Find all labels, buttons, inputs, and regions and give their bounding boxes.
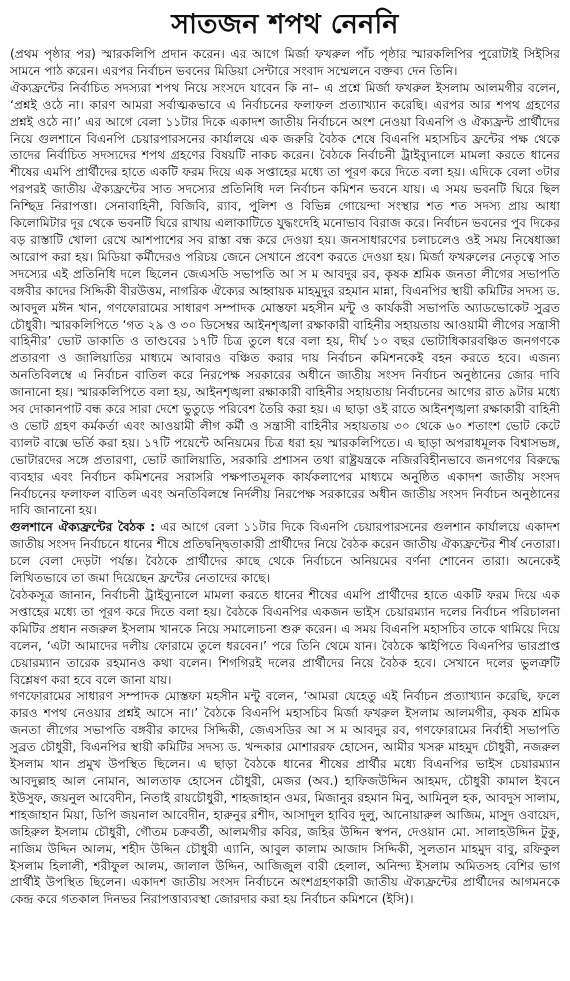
article-paragraph-1 — [10, 46, 560, 80]
section-subhead: গুলশানে ঐক্যফ্রন্টের বৈঠক : — [10, 520, 156, 535]
paragraph-text: স্মারকলিপি প্রদান করেন। এর আগে মির্জা ফখরুল পাঁচ পৃষ্ঠার স্মারকলিপির পুরোটাই সিইসির সামনে পাঠ করেন। এরপর নির্বাচন ভবনের মিডিয়া সেন্টারে সংবাদ সম্মেলনে বক্তব্য দেন তিনি। — [10, 47, 560, 78]
paragraph-text: এর আগে বেলা ১১টার দিকে বিএনপি চেয়ারপারসনের গুলশান কার্যালয়ে একাদশ জাতীয় সংসদ নির্বাচনে ধানের শীষে প্রতিদ্বন্দ্বিতাকারী প্রার্থীদের নিয়ে বৈঠক করেন জাতীয় ঐক্যফ্রন্টের শীর্ষ নেতারা। চলে বেলা দেড়টা পর্যন্ত। বৈঠকে প্রার্থীদের কাছে থেকে নির্বাচনে অনিয়মের বর্ণনা শোনেন তারা। অনেকেই লিখিতভাবে তা জমা দিয়েছেন ফ্রন্টের নেতাদের কাছে। — [10, 520, 560, 586]
article-paragraph-3 — [10, 519, 560, 587]
article-paragraph-5: গণফোরামের সাধারণ সম্পাদক মোস্তফা মহসীন মন্টু বলেন, ‘আমরা যেহেতু এই নির্বাচন প্রত্যাখ্যান করেছি, ফলে কারও শপথ নেওয়ার প্রশ্নই আসে না।’ বৈঠকে বিএনপি মহাসচিব মির্জা ফখরুল ইসলাম আলমগীর, কৃষক শ্রমিক জনতা লীগের সভাপতি বঙ্গবীর কাদের সিদ্দিকী, জেএসডির আ স ম আবদুর রব, গণফোরামের নির্বাহী সভাপতি সুব্রত চৌধুরী, বিএনপির স্থায়ী কমিটির সদস্য ড. খন্দকার মোশাররফ হোসেন, আমীর খসরু মাহমুদ চৌধুরী, নজরুল ইসলাম খান প্রমুখ উপস্থিত ছিলেন। এ ছাড়া বৈঠকে ধানের শীষের প্রার্থীর মধ্যে বিএনপির ভাইস চেয়ারম্যান আবদুল্লাহ আল নোমান, আলতাফ হোসেন চৌধুরী, মেজর (অব.) হাফিজউদ্দিন আহমদ, চৌধুরী কামাল ইবনে ইউসুফ, জয়নুল আবেদীন, নিতাই রায়চৌধুরী, শাহজাহান ওমর, মিজানুর রহমান মিনু, আমিনুল হক, আবদুস সালাম, শাহজাহান মিয়া, ডিপি জয়নাল আবেদীন, হারুনুর রশীদ, আসাদুল হাবিব দুলু, আনোয়ারুল আজিম, মাসুদ ওবায়েদ, জহিরুল ইসলাম চৌধুরী, গৌতম চক্রবর্তী, আলমগীর কবির, জহির উদ্দিন স্বপন, দেওয়ান মো. সালাহউদ্দিন টুকু, নাজিম উদ্দিন আলম, শহীদ উদ্দিন চৌধুরী এ্যানি, আবুল কালাম আজাদ সিদ্দিকী, সুলতান মাহমুদ বাবু, রফিকুল ইসলাম হিলালী, শরীফুল আলম, জালাল উদ্দিন, আজিজুল বারী হেলাল, অনিন্দ্য ইসলাম অমিতসহ বেশির ভাগ প্রার্থীই উপস্থিত ছিলেন। একাদশ জাতীয় সংসদ নির্বাচনে অংশগ্রহণকারী জাতীয় ঐক্যফ্রন্টের প্রার্থীদের আগমনকে কেন্দ্র করে গতকাল দিনভর নিরাপত্তাব্যবস্থা জোরদার করা হয় নির্বাচন কমিশনে (ইসি)। — [10, 689, 560, 907]
article-paragraph-2: ঐক্যফ্রন্টের নির্বাচিত সদস্যরা শপথ নিয়ে সংসদে যাবেন কি না– এ প্রশ্নে মির্জা ফখরুল ইসলাম আলমগীর বলেন, ‘প্রশ্নই ওঠে না। কারণ আমরা সর্বাত্মকভাবে এ নির্বাচনের ফলাফল প্রত্যাখ্যান করেছি। এরপর আর শপথ গ্রহণের প্রশ্নই ওঠে না।’ এর আগে বেলা ১১টার দিকে একাদশ জাতীয় নির্বাচনে অংশ নেওয়া বিএনপি ও ঐক্যফ্রন্ট প্রার্থীদের নিয়ে গুলশানে বিএনপি চেয়ারপারসনের কার্যালয়ে এক জরুরি বৈঠক শেষে বিএনপি মহাসচিব ফ্রন্টের পক্ষ থেকে তাদের নির্বাচিত সদস্যদের শপথ গ্রহণের বিষয়টি নাকচ করেন। বৈঠকে নির্বাচনী ট্রাইব্যুনালে মামলা করতে ধানের শীষের এমপি প্রার্থীদের হাতে একটি ফরম দিয়ে এক সপ্তাহের মধ্যে তা পূরণ করে দিতে বলা হয়। এদিকে বেলা ৩টার পরপরই জাতীয় ঐক্যফ্রন্টের সাত সদস্যের প্রতিনিধি দল নির্বাচন কমিশন ভবনে যায়। এ সময় ভবনটি ঘিরে ছিল নিশ্ছিদ্র নিরাপত্তা। সেনাবাহিনী, বিজিবি, র‌্যাব, পুলিশ ও বিভিন্ন গোয়েন্দা সংস্থার শত শত সদস্য প্রায় আধা কিলোমিটার দূর থেকে ভবনটি ঘিরে রাখায় এলাকাটিতে যুদ্ধংদেহি মনোভাব বিরাজ করে। নির্বাচন ভবনের পুব দিকের বড় রাস্তাটি খোলা রেখে আশপাশের সব রাস্তা বন্ধ করে দেওয়া হয়। জনসাধারণের চলাচলেও ওই সময় নিষেধাজ্ঞা আরোপ করা হয়। মিডিয়া কর্মীদেরও পরিচয় জেনে সেখানে প্রবেশ করতে দেওয়া হয়। মির্জা ফখরুলের নেতৃত্বে সাত সদস্যের এই প্রতিনিধি দলে ছিলেন জেএসডি সভাপতি আ স ম আবদুর রব, কৃষক শ্রমিক জনতা লীগের সভাপতি বঙ্গবীর কাদের সিদ্দিকী বীরউত্তম, নাগরিক ঐক্যের আহ্বায়ক মাহমুদুর রহমান মান্না, বিএনপির স্থায়ী কমিটির সদস্য ড. আবদুল মঈন খান, গণফোরামের সাধারণ সম্পাদক মোস্তফা মহসীন মন্টু ও কার্যকরী সভাপতি অ্যাডভোকেট সুব্রত চৌধুরী। স্মারকলিপিতে ‘গত ২৯ ও ৩০ ডিসেম্বর আইনশৃঙ্খলা রক্ষাকারী বাহিনীর সহায়তায় আওয়ামী লীগের সন্ত্রাসী বাহিনীর’ ভোট ডাকাতি ও তাণ্ডবের ১৭টি চিত্র তুলে ধরে বলা হয়, দীর্ঘ ১০ বছর ভোটাধিকারবঞ্চিত জনগণকে প্রতারণা ও জালিয়াতির মাধ্যমে আবারও বঞ্চিত করার দায় নির্বাচন কমিশনকেই বহন করতে হবে। এজন্য অনতিবিলম্বে এ নির্বাচন বাতিল করে নিরপেক্ষ সরকারের অধীনে জাতীয় সংসদ নির্বাচন অনুষ্ঠানের জোর দাবি জানানো হয়। স্মারকলিপিতে বলা হয়, আইনশৃঙ্খলা রক্ষাকারী বাহিনীর সহায়তায় নির্বাচনের আগের রাত ৯টার মধ্যে সব দোকানপাট বন্ধ করে সারা দেশে ভুতুড়ে পরিবেশ তৈরি করা হয়। এ ছাড়া ওই রাতে আইনশৃঙ্খলা রক্ষাকারী বাহিনী ও ভোট গ্রহণ কর্মকর্তা এবং আওয়ামী লীগ কর্মী ও সন্ত্রাসী বাহিনীর সহায়তায় ৩০ থেকে ৬০ শতাংশ ভোট কেটে ব্যালট বাক্সে ভর্তি করা হয়। ১৭টি পয়েন্টে অনিয়মের চিত্র ধরা হয় স্মারকলিপিতে। এ ছাড়া অপরাধমূলক বিশ্বাসভঙ্গ, ভোটারদের সঙ্গে প্রতারণা, ভোট জালিয়াতি, সরকারি প্রশাসন তথা রাষ্ট্রযন্ত্রকে নজিরবিহীনভাবে জনগণের বিরুদ্ধে ব্যবহার এবং নির্বাচন কমিশনের সরাসরি পক্ষপাতমূলক কার্যকলাপের মাধ্যমে অনুষ্ঠিত একাদশ জাতীয় সংসদ নির্বাচনের ফলাফল বাতিল এবং অনতিবিলম্বে নির্দলীয় নিরপেক্ষ সরকারের অধীন জাতীয় সংসদ নির্বাচন অনুষ্ঠানের দাবি জানানো হয়। — [10, 80, 560, 518]
article-body — [10, 46, 560, 908]
article-headline: সাতজন শপথ নেননি — [171, 9, 399, 40]
continuation-marker: (প্রথম পৃষ্ঠার পর) — [10, 47, 96, 61]
article-paragraph-4: বৈঠকসূত্র জানান, নির্বাচনী ট্রাইব্যুনালে মামলা করতে ধানের শীষের এমপি প্রার্থীদের হাতে একটি ফরম দিয়ে এক সপ্তাহের মধ্যে তা পূরণ করে দিতে বলা হয়। বৈঠকে বিএনপির একজন ভাইস চেয়ারম্যান দলের নির্বাচন পরিচালনা কমিটির প্রধান নজরুল ইসলাম খানকে নিয়ে সমালোচনা শুরু করেন। এ সময় বিএনপি মহাসচিব তাকে থামিয়ে দিয়ে বলেন, ‘এটা আমাদের দলীয় ফোরামে তুলে ধরবেন।’ পরে তিনি থেমে যান। বৈঠকে স্কাইপিতে বিএনপির ভারপ্রাপ্ত চেয়ারম্যান তারেক রহমানও কথা বলেন। শিগগিরই দলের প্রার্থীদের নিয়ে বৈঠক হবে। সেখানে দলের ভুলত্রুটি বিশ্লেষণ করা হবে বলে জানা যায়। — [10, 588, 560, 687]
